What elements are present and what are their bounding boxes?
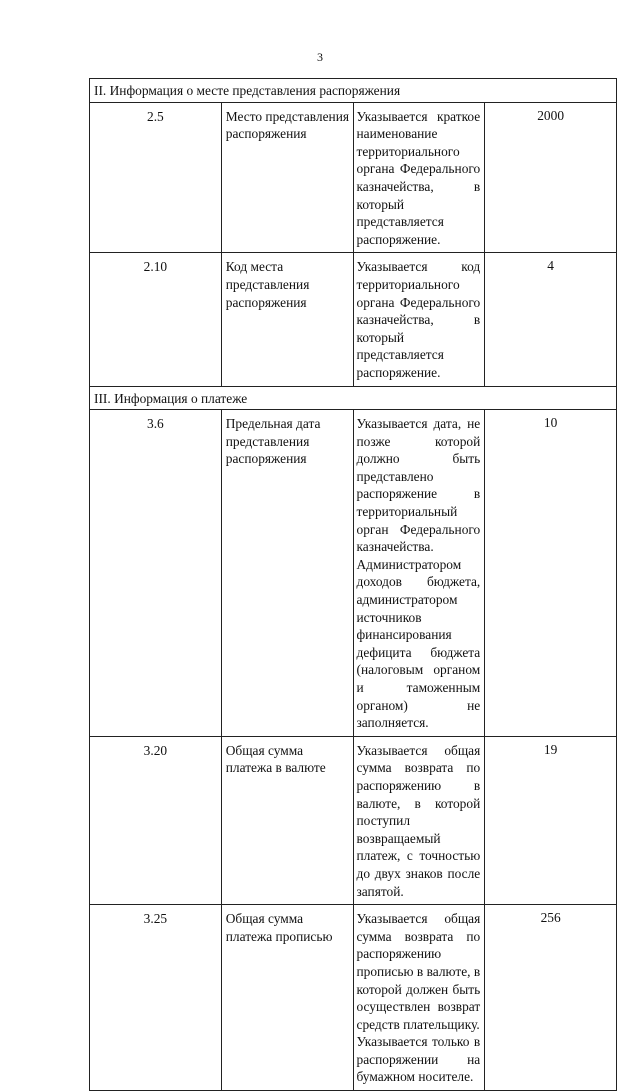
field-length: 4 [485,253,617,386]
table-row [90,102,617,253]
field-code: 2.5 [90,102,222,253]
section-title: III. Информация о платеже [90,386,617,410]
table-row [90,253,617,386]
field-name: Общая сумма платежа прописью [221,905,353,1091]
description-paragraph: Указывается общая сумма возврата по распоряжению в валюте, в которой поступил возвращаемый платеж, с точностью до двух знаков после запятой. [356,742,481,899]
description-paragraph: Указывается код территориального органа Федерального казначейства, в который представляется распоряжение. [356,259,481,380]
field-name: Предельная дата представления распоряжения [221,410,353,737]
field-code: 3.20 [90,736,222,904]
field-description [353,102,485,253]
field-description [353,253,485,386]
section-title: II. Информация о месте представления распоряжения [90,79,617,103]
field-code: 2.10 [90,253,222,386]
field-length: 256 [485,905,617,1091]
description-paragraph: Указывается дата, не позже которой должно быть представлено распоряжение в территориальный орган Федерального казначейства. [356,416,481,555]
field-name: Код места представления распоряжения [221,253,353,386]
field-code: 3.6 [90,410,222,737]
field-name: Общая сумма платежа в валюте [221,736,353,904]
field-length: 19 [485,736,617,904]
field-description [353,905,485,1091]
description-paragraph: Указывается краткое наименование территориального органа Федерального казначейства, в который представляется распоряжение. [356,108,481,247]
field-name: Место представления распоряжения [221,102,353,253]
field-description [353,736,485,904]
description-paragraph: Указывается общая сумма возврата по распоряжению прописью в валюте, в которой должен быть осуществлен возврат средств плательщику. [356,911,481,1032]
description-paragraph: Администратором доходов бюджета, администратором источников финансирования дефицита бюджета (налоговым органом и таможенным органом) не заполняется. [356,556,481,731]
table-row [90,905,617,1091]
field-length: 10 [485,410,617,737]
field-description [353,410,485,737]
table-row [90,736,617,904]
page-number: 3 [317,50,323,64]
section-header-row [90,386,617,410]
field-length: 2000 [485,102,617,253]
field-code: 3.25 [90,905,222,1091]
table-row [90,410,617,737]
fields-table [89,78,617,1091]
section-header-row [90,79,617,103]
description-paragraph: Указывается только в распоряжении на бумажном носителе. [356,1034,481,1085]
